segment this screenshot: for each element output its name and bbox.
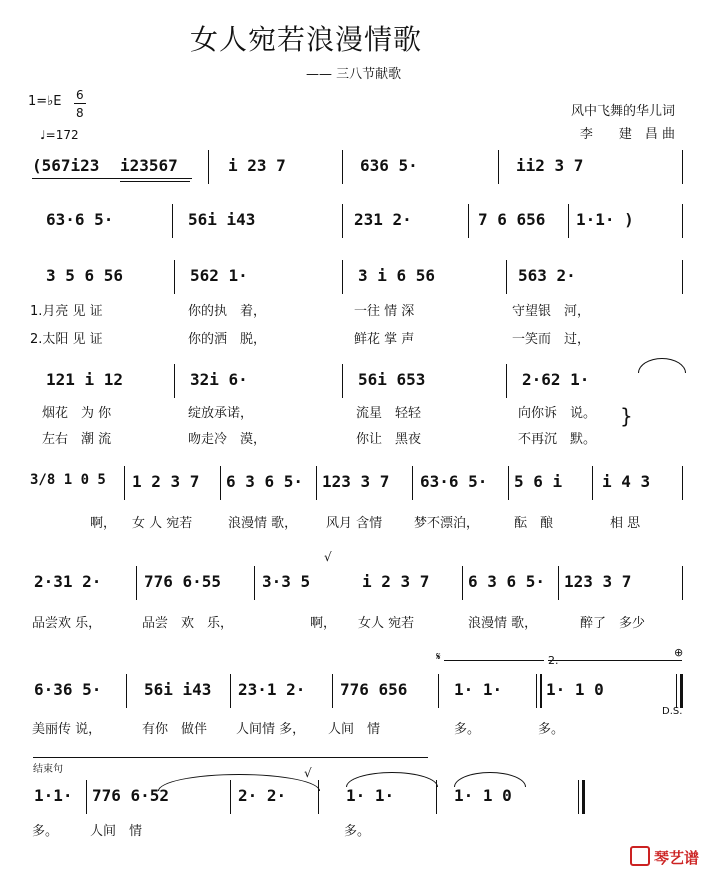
tempo-marking: ♩=172 [40,128,79,142]
lyric: 多。 [32,824,59,839]
measure: 3·3 5 [262,572,311,591]
bar-line [174,364,175,398]
lyric: 女人 宛若 [358,616,415,631]
segno-icon: 𝄋 [436,650,441,663]
measure: 6 3 6 5· [468,572,546,591]
bar-line [318,780,319,814]
lyric: 多。 [454,722,481,737]
lyric: 女 人 宛若 [132,516,193,531]
lyric: 吻走冷 漠， [188,432,267,447]
system-2 [28,204,684,244]
bar-line [342,260,343,294]
measure: 776 6·55 [144,572,222,591]
measure: 636 5· [360,156,418,175]
lyric: 鲜花 掌 声 [354,332,415,347]
system-4 [28,364,684,454]
measure: 32i 6· [190,370,248,389]
tie-arc [638,358,686,373]
bar-line [568,204,569,238]
beam [32,178,192,179]
measure: 563 2· [518,266,576,285]
bar-line [438,674,439,708]
bar-line [462,566,463,600]
composer-credit: 李 建 昌 曲 [579,127,675,142]
lyric: 浪漫情 歌， [468,616,538,631]
beam [120,181,190,182]
measure: 1· 1· [346,786,395,805]
measure: 3 i 6 56 [358,266,436,285]
breath-mark-icon: √ [324,550,332,564]
bar-line [676,674,677,708]
measure: 123 3 7 [564,572,632,591]
ds-marking: D.S. [662,706,683,717]
lyric: 浪漫情 歌， [228,516,298,531]
measure: 1· 1 0 [546,680,604,699]
lyricist-credit: 风中飞舞的华儿词 [570,104,675,119]
bar-line [254,566,255,600]
bar-line [558,566,559,600]
breath-mark-icon: √ [304,766,312,780]
measure: 56i i43 [188,210,256,229]
bar-line [582,780,585,814]
bar-line [342,204,343,238]
measure: 23·1 2· [238,680,306,699]
measure: 562 1· [190,266,248,285]
time-signature-line [74,103,86,104]
song-subtitle: —— 三八节献歌 [306,67,402,82]
measure: i 23 7 [228,156,286,175]
lyric: 不再沉 默。 [518,432,597,447]
lyric: 一笑而 过， [512,332,591,347]
lyric: 醉了 多少 [580,616,646,631]
lyric: 啊， [310,616,337,631]
lyric: 你的执 着， [188,304,267,319]
bar-line [498,150,499,184]
lyric: 人间 情 [90,824,143,839]
lyric: 你让 黑夜 [356,432,422,447]
measure: 6·36 5· [34,680,102,699]
bar-line [332,674,333,708]
measure: 1·1· [34,786,73,805]
bar-line [124,466,125,500]
lyric: 人间 情 [328,722,381,737]
bar-line [86,780,87,814]
bar-line [342,364,343,398]
measure: (567i23 [32,156,100,175]
lyric: 美丽传 说， [32,722,102,737]
song-title: 女人宛若浪漫情歌 [190,23,423,56]
bar-line [230,674,231,708]
measure: 1·1· ) [576,210,634,229]
bar-line [174,260,175,294]
measure: 121 i 12 [46,370,124,389]
key-signature: 1=♭E [28,94,62,109]
time-signature-top: 6 [76,88,84,102]
tie-arc [454,772,526,787]
bar-line [682,566,683,600]
lyric: 多。 [344,824,371,839]
system-7 [28,646,684,744]
ending-bracket-line [33,757,428,758]
bar-line [578,780,579,814]
lyric: 人间情 多， [236,722,306,737]
lyric: 品尝欢 乐， [32,616,102,631]
tie-arc [346,772,438,787]
bar-line [592,466,593,500]
measure: 7 6 656 [478,210,546,229]
bar-line [172,204,173,238]
verse-brace-icon: } [620,404,633,428]
lyric: 烟花 为 你 [42,406,112,421]
measure: 1 2 3 7 [132,472,200,491]
lyric: 酝 酿 [514,516,554,531]
measure: i 2 3 7 [362,572,430,591]
measure: 776 6·52 [92,786,170,805]
bar-line [412,466,413,500]
measure: 1· 1· [454,680,503,699]
lyric: 绽放承诺， [188,406,254,421]
lyric: 守望银 河， [512,304,591,319]
watermark-text: 琴艺谱 [653,849,699,867]
lyric: 一往 情 深 [354,304,415,319]
measure: 2· 2· [238,786,287,805]
measure: 2·31 2· [34,572,102,591]
system-5 [28,466,684,536]
repeat-bar-line [536,674,537,708]
lyric: 风月 含情 [326,516,383,531]
measure: 3 5 6 56 [46,266,124,285]
bar-line [508,466,509,500]
lyric: 啊， [90,516,117,531]
bar-line [468,204,469,238]
bar-line [136,566,137,600]
bar-line [682,150,683,184]
bar-line [208,150,209,184]
measure: 2·62 1· [522,370,590,389]
ending-label: 结束句 [33,764,63,775]
bar-line [220,466,221,500]
lyric: 相 思 [610,516,641,531]
lyric: 梦不漂泊， [414,516,480,531]
measure: i 4 3 [602,472,651,491]
system-3 [28,260,684,350]
measure: 5 6 i [514,472,563,491]
bar-line [316,466,317,500]
lyric: 你的洒 脱， [188,332,267,347]
measure: 63·6 5· [46,210,114,229]
system-6 [28,550,684,636]
measure: 1· 1 0 [454,786,512,805]
bar-line [682,204,683,238]
measure: 776 656 [340,680,408,699]
bar-line [126,674,127,708]
measure: 56i i43 [144,680,212,699]
lyric: 1.月亮 见 证 [30,304,103,319]
coda-icon: ⊕ [674,646,684,659]
measure: i23567 [120,156,178,175]
measure: 63·6 5· [420,472,488,491]
time-signature-bottom: 8 [76,106,84,120]
system-1 [28,150,684,190]
bar-line [342,150,343,184]
repeat-bar-line [540,674,542,708]
lyric: 向你诉 说。 [518,406,597,421]
bar-line [506,260,507,294]
measure: 6 3 6 5· [226,472,304,491]
volta-1-line [444,660,544,661]
measure: ii2 3 7 [516,156,584,175]
lyric: 多。 [538,722,565,737]
slur-arc [158,774,320,791]
measure: 56i 653 [358,370,426,389]
watermark-logo [630,846,699,868]
bar-line [680,674,683,708]
volta-2-line [548,660,682,661]
measure: 231 2· [354,210,412,229]
lyric: 有你 做伴 [142,722,208,737]
lyric: 2.太阳 见 证 [30,332,103,347]
measure: 3/8 1 0 5 [30,472,106,488]
lyric: 流星 轻轻 [356,406,422,421]
bar-line [506,364,507,398]
bar-line [682,260,683,294]
measure: 123 3 7 [322,472,390,491]
bar-line [682,466,683,500]
lyric: 品尝 欢 乐， [142,616,234,631]
lyric: 左右 潮 流 [42,432,112,447]
piano-logo-icon [630,846,650,866]
